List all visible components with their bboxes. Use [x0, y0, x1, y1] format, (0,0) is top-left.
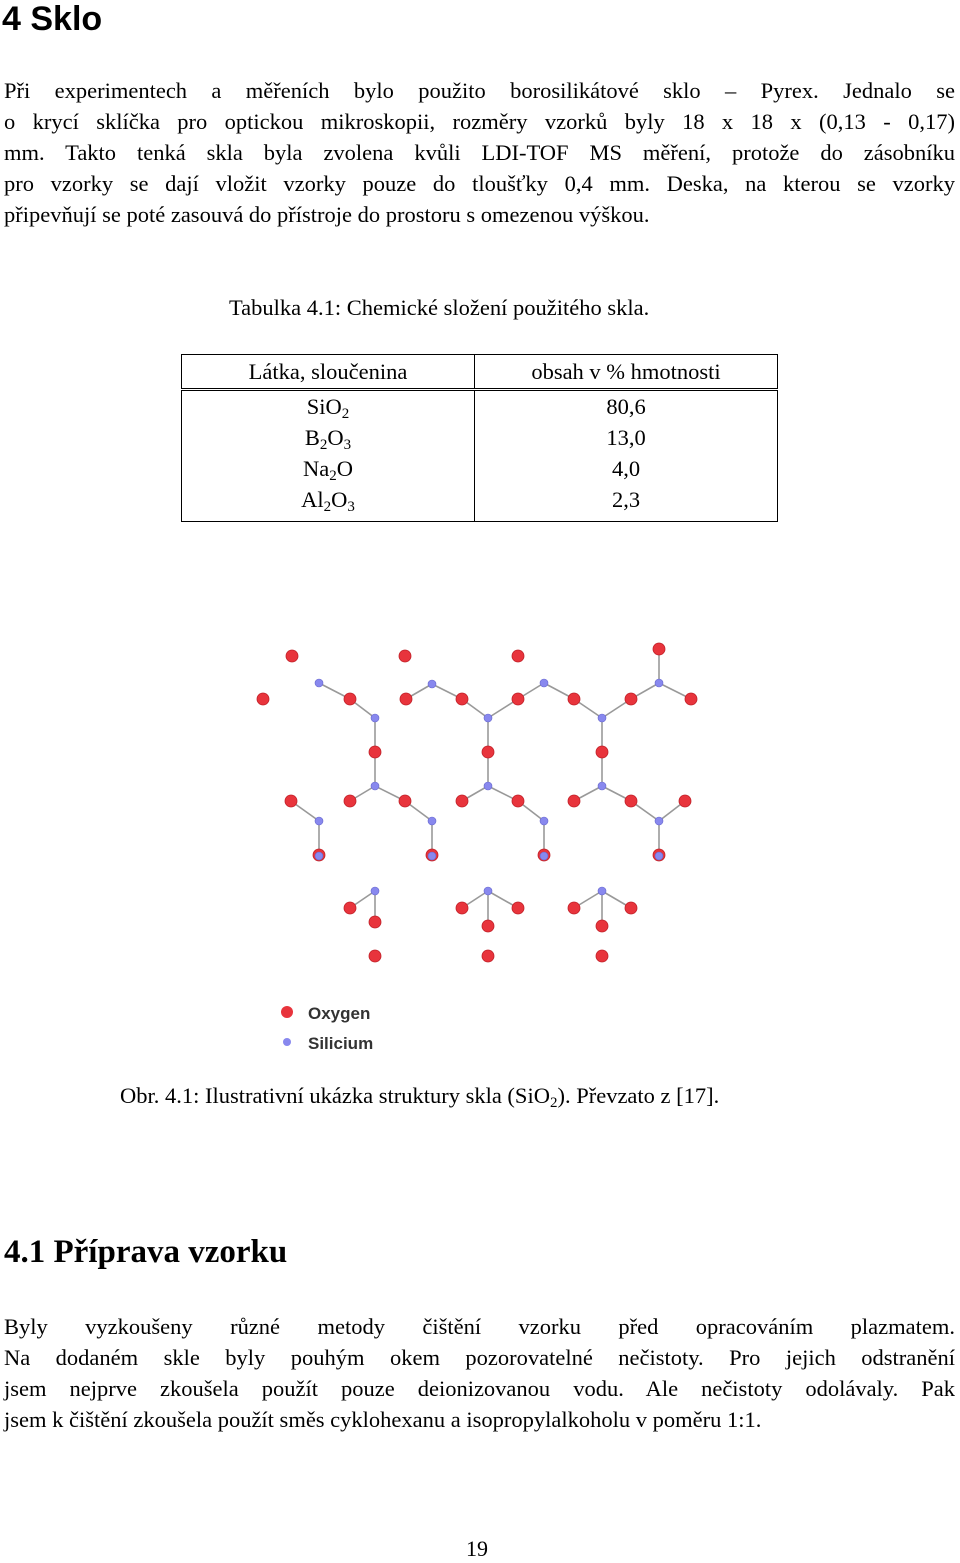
oxygen-atom — [568, 902, 580, 914]
silicium-atom — [540, 817, 548, 825]
oxygen-atom — [399, 650, 411, 662]
oxygen-atom — [286, 650, 298, 662]
value-cell: 13,0 — [475, 422, 778, 453]
header-content: obsah v % hmotnosti — [475, 355, 778, 390]
oxygen-atom — [482, 746, 494, 758]
figure-caption: Obr. 4.1: Ilustrativní ukázka struktury skla (SiO$_2$). Převzato z [17]. — [120, 1083, 720, 1111]
oxygen-atom — [512, 650, 524, 662]
silicium-atom — [540, 852, 548, 860]
value-cell: 4,0 — [475, 453, 778, 484]
atoms — [257, 643, 697, 962]
silicium-atom — [655, 852, 663, 860]
oxygen-atom — [512, 902, 524, 914]
chapter-heading: 4 Sklo — [2, 0, 103, 38]
silicium-atom — [598, 887, 606, 895]
intro-line: o krycí sklíčka pro optickou mikroskopii, rozměry vzorků byly 18 x 18 x (0,13 - 0,17) — [4, 109, 955, 134]
oxygen-atom — [482, 920, 494, 932]
oxygen-atom — [456, 693, 468, 705]
oxygen-atom — [344, 795, 356, 807]
oxygen-atom — [596, 920, 608, 932]
section-line: jsem nejprve zkoušela použít pouze deionizovanou vodu. Ale nečistoty odolávaly. Pak — [4, 1376, 955, 1401]
value-cell: 80,6 — [475, 390, 778, 423]
table-header-row — [182, 355, 778, 390]
silicium-atom — [371, 782, 379, 790]
intro-line: pro vzorky se dají vložit vzorky pouze do tloušťky 0,4 mm. Deska, na kterou se vzorky — [4, 171, 955, 196]
silicium-atom — [540, 679, 548, 687]
oxygen-atom — [625, 693, 637, 705]
oxygen-atom — [568, 693, 580, 705]
substance-cell: $B_2O_3$ — [182, 422, 475, 453]
section-line: Na dodaném skle byly pouhým okem pozorovatelné nečistoty. Pro jejich odstranění — [4, 1345, 955, 1370]
oxygen-atom — [685, 693, 697, 705]
table-caption: Tabulka 4.1: Chemické složení použitého skla. — [229, 295, 650, 320]
oxygen-atom — [369, 950, 381, 962]
oxygen-atom — [369, 916, 381, 928]
silicium-atom — [484, 782, 492, 790]
substance-cell: $Al_2O_3$ — [182, 484, 475, 522]
value-cell: 2,3 — [475, 484, 778, 522]
silicium-atom — [655, 679, 663, 687]
oxygen-atom — [625, 902, 637, 914]
table-row — [182, 453, 778, 484]
oxygen-atom — [369, 746, 381, 758]
silicium-atom — [598, 714, 606, 722]
silicium-atom — [484, 714, 492, 722]
oxygen-atom — [257, 693, 269, 705]
substance-cell: $Na_2O$ — [182, 453, 475, 484]
page-number: 19 — [466, 1536, 488, 1561]
table-row — [182, 422, 778, 453]
legend-silicium-label: Silicium — [308, 1034, 374, 1053]
oxygen-atom — [625, 795, 637, 807]
silicium-atom — [428, 852, 436, 860]
oxygen-atom — [596, 746, 608, 758]
legend-oxygen-label: Oxygen — [308, 1004, 371, 1023]
intro-line: mm. Takto tenká skla byla zvolena kvůli LDI-TOF MS měření, protože do zásobníku — [4, 140, 955, 165]
silicium-atom — [315, 852, 323, 860]
oxygen-atom — [482, 950, 494, 962]
header-substance: Látka, sloučenina — [182, 355, 475, 390]
oxygen-atom — [512, 795, 524, 807]
silicium-atom — [371, 714, 379, 722]
section-paragraph — [4, 1311, 955, 1435]
oxygen-atom — [568, 795, 580, 807]
table-row — [182, 390, 778, 423]
intro-line: Při experimentech a měřeních bylo použito borosilikátové sklo – Pyrex. Jednalo se — [4, 78, 955, 103]
oxygen-atom — [679, 795, 691, 807]
silicium-legend-marker — [283, 1038, 291, 1046]
oxygen-atom — [285, 795, 297, 807]
silicium-atom — [315, 817, 323, 825]
silicium-atom — [598, 782, 606, 790]
oxygen-atom — [399, 795, 411, 807]
oxygen-atom — [456, 902, 468, 914]
table-row — [182, 484, 778, 522]
silicium-atom — [655, 817, 663, 825]
intro-line: připevňují se poté zasouvá do přístroje do prostoru s omezenou výškou. — [4, 202, 650, 227]
oxygen-legend-marker — [281, 1006, 293, 1018]
intro-paragraph — [4, 75, 955, 230]
silicium-atom — [484, 887, 492, 895]
oxygen-atom — [344, 693, 356, 705]
oxygen-atom — [344, 902, 356, 914]
legend — [281, 1004, 373, 1053]
silicium-atom — [428, 680, 436, 688]
oxygen-atom — [456, 795, 468, 807]
oxygen-atom — [596, 950, 608, 962]
silicium-atom — [315, 679, 323, 687]
section-heading: 4.1 Příprava vzorku — [4, 1234, 288, 1270]
oxygen-atom — [653, 643, 665, 655]
silicium-atom — [371, 887, 379, 895]
composition-table — [181, 354, 778, 522]
substance-cell: SiO$_2$ — [182, 390, 475, 423]
oxygen-atom — [400, 693, 412, 705]
section-line: jsem k čištění zkoušela použít směs cyklohexanu a isopropylalkoholu v poměru 1:1. — [4, 1407, 762, 1432]
silicium-atom — [428, 817, 436, 825]
oxygen-atom — [512, 693, 524, 705]
section-line: Byly vyzkoušeny různé metody čištění vzorku před opracováním plazmatem. — [4, 1314, 955, 1339]
silica-structure-figure — [230, 606, 710, 1076]
